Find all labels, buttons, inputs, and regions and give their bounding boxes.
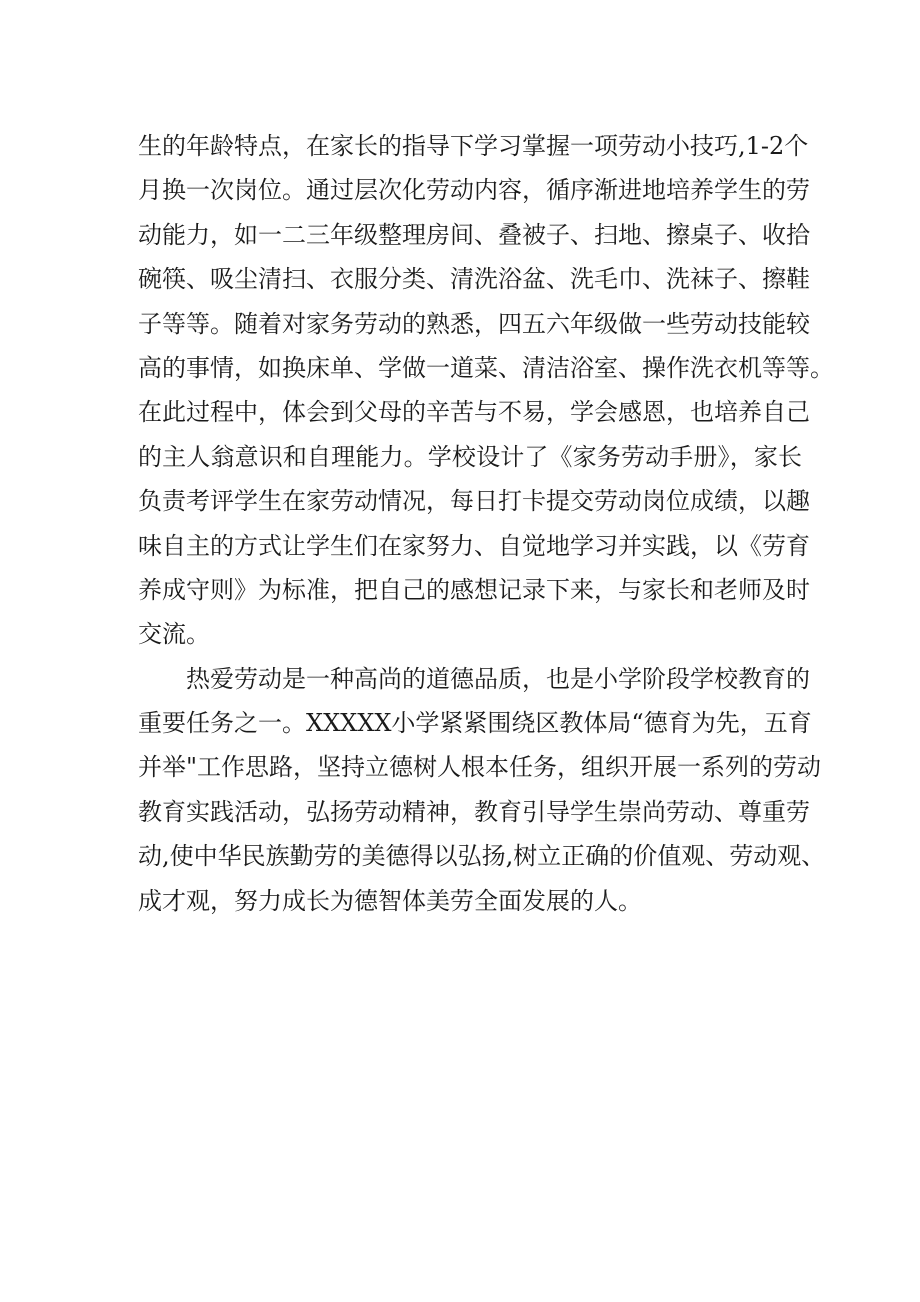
text-line: 动,使中华民族勤劳的美德得以弘扬,树立正确的价值观、劳动观、 bbox=[138, 842, 826, 871]
text-line: 在此过程中，体会到父母的辛苦与不易，学会感恩，也培养自己 bbox=[138, 398, 810, 427]
text-line: 成才观，努力成长为德智体美劳全面发展的人。 bbox=[138, 886, 642, 915]
text-line: 重要任务之一。XXXXX小学紧紧围绕区教体局“德育为先，五育 bbox=[138, 709, 812, 738]
text-line: 碗筷、吸尘清扫、衣服分类、清洗浴盆、洗毛巾、洗袜子、擦鞋 bbox=[138, 265, 810, 294]
text-line: 动能力，如一二三年级整理房间、叠被子、扫地、擦桌子、收拾 bbox=[138, 220, 810, 249]
text-line: 子等等。随着对家务劳动的熟悉，四五六年级做一些劳动技能较 bbox=[138, 309, 810, 338]
paragraph-1 bbox=[138, 124, 834, 657]
text-line: 高的事情，如换床单、学做一道菜、清洁浴室、操作洗衣机等等。 bbox=[138, 353, 834, 382]
text-line: 负责考评学生在家劳动情况，每日打卡提交劳动岗位成绩，以趣 bbox=[138, 487, 810, 516]
text-line: 养成守则》为标准，把自己的感想记录下来，与家长和老师及时 bbox=[138, 575, 810, 604]
text-line: 生的年龄特点，在家长的指导下学习掌握一项劳动小技巧,1-2个 bbox=[138, 132, 809, 160]
text-line: 交流。 bbox=[138, 620, 210, 649]
text-line: 并举"工作思路，坚持立德树人根本任务，组织开展一系列的劳动 bbox=[138, 753, 822, 782]
text-line: 月换一次岗位。通过层次化劳动内容，循序渐进地培养学生的劳 bbox=[138, 176, 810, 205]
text-line: 热爱劳动是一种高尚的道德品质，也是小学阶段学校教育的 bbox=[186, 664, 810, 693]
text-line: 教育实践活动，弘扬劳动精神，教育引导学生崇尚劳动、尊重劳 bbox=[138, 797, 810, 826]
text-line: 的主人翁意识和自理能力。学校设计了《家务劳动手册》，家长 bbox=[138, 442, 802, 471]
paragraph-2 bbox=[138, 657, 826, 923]
text-line: 味自主的方式让学生们在家努力、自觉地学习并实践，以《劳育 bbox=[138, 531, 810, 560]
document-body bbox=[138, 124, 834, 923]
